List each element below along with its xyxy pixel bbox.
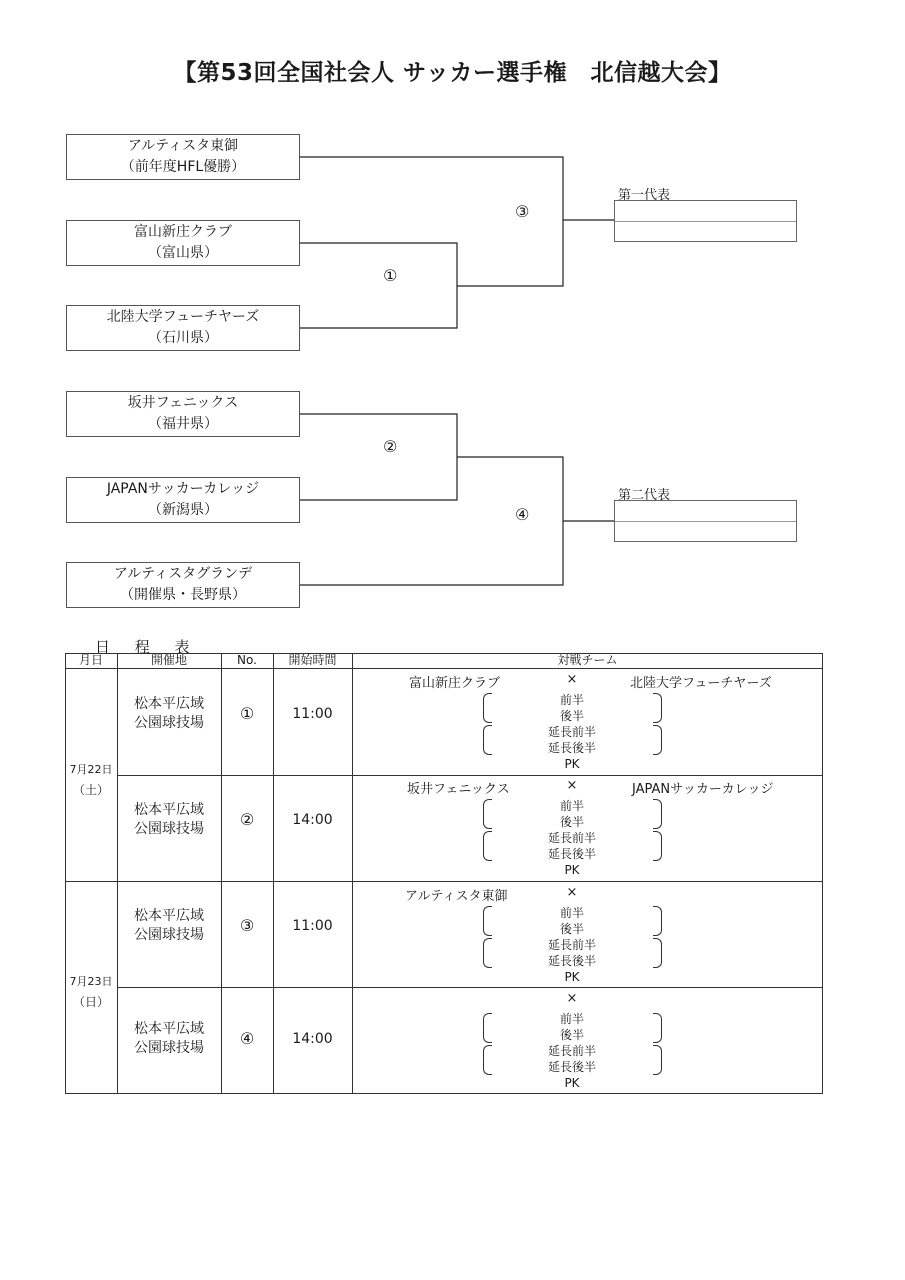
team-note: （富山県） [148, 245, 218, 261]
venue-line-1: 松本平広域 [134, 802, 204, 818]
row-divider [117, 775, 823, 776]
team-a: 富山新庄クラブ [409, 676, 501, 691]
score-bracket-right [653, 1013, 662, 1043]
period-first-half: 前半 [559, 799, 584, 813]
period-first-half: 前半 [559, 906, 584, 920]
table-border-right [822, 653, 823, 1094]
venue-line-2: 公園球技場 [134, 927, 204, 943]
start-time: 11:00 [292, 706, 333, 722]
team-a: アルティスタ東御 [405, 889, 508, 904]
score-bracket-left [483, 906, 492, 936]
period-extra-second: 延長後半 [547, 954, 596, 968]
period-second-half: 後半 [559, 709, 584, 723]
row-divider [117, 987, 823, 988]
col-divider [352, 653, 353, 1094]
score-bracket-right [653, 799, 662, 829]
team-note: （石川県） [148, 330, 218, 346]
venue-line-1: 松本平広域 [134, 696, 204, 712]
period-second-half: 後半 [559, 922, 584, 936]
period-first-half: 前半 [559, 693, 584, 707]
score-bracket-right [653, 1045, 662, 1075]
team-b: JAPANサッカーカレッジ [632, 782, 774, 797]
team-note: （新潟県） [148, 502, 218, 518]
schedule-label: 日 程 表 [95, 638, 200, 656]
bracket-line-match-3 [300, 157, 563, 286]
score-bracket-left [483, 938, 492, 968]
day-divider [65, 881, 823, 882]
day-1-weekday: （土） [72, 783, 109, 797]
day-1-date: 7月22日 [69, 763, 113, 776]
team-name: アルティスタグランデ [113, 566, 253, 582]
score-bracket-left [483, 799, 492, 829]
day-2-date: 7月23日 [69, 975, 113, 988]
table-border-left [65, 653, 66, 1094]
period-pk: PK [564, 863, 580, 877]
score-bracket-right [653, 831, 662, 861]
start-time: 14:00 [292, 812, 333, 828]
period-extra-second: 延長後半 [547, 847, 596, 861]
day-2-weekday: （日） [72, 995, 109, 1009]
header-venue: 開催地 [150, 653, 187, 667]
start-time: 14:00 [292, 1031, 333, 1047]
bracket-line-match-1 [300, 243, 457, 328]
vs-symbol: × [566, 672, 578, 687]
schedule-table [65, 653, 823, 1094]
first-representative-label: 第一代表 [618, 188, 671, 203]
team-name: JAPANサッカーカレッジ [106, 481, 260, 497]
period-first-half: 前半 [559, 1012, 584, 1026]
header-date: 月日 [78, 653, 103, 667]
team-a: 坂井フェニックス [407, 782, 510, 797]
period-second-half: 後半 [559, 815, 584, 829]
score-bracket-left [483, 1045, 492, 1075]
team-note: （福井県） [148, 416, 218, 432]
first-representative-box [614, 200, 797, 242]
bracket-match-number-2: ② [383, 437, 398, 456]
team-name: アルティスタ東御 [127, 138, 239, 154]
period-second-half: 後半 [559, 1028, 584, 1042]
period-pk: PK [564, 757, 580, 771]
score-bracket-right [653, 693, 662, 723]
header-no: No. [237, 653, 257, 667]
vs-symbol: × [566, 991, 578, 1006]
venue-line-1: 松本平広域 [134, 1021, 204, 1037]
bracket-match-number-1: ① [383, 266, 398, 285]
second-representative-box [614, 500, 797, 542]
match-number: ② [239, 810, 255, 829]
header-time: 開始時間 [288, 653, 337, 667]
venue-line-2: 公園球技場 [134, 715, 204, 731]
team-note: （開催県・長野県） [120, 587, 246, 603]
page-title: 【第53回全国社会人 サッカー選手権 北信越大会】 [173, 60, 732, 86]
team-name: 北陸大学フューチヤーズ [106, 309, 260, 325]
score-bracket-left [483, 725, 492, 755]
team-b: 北陸大学フューチヤーズ [630, 676, 772, 691]
period-pk: PK [564, 970, 580, 984]
vs-symbol: × [566, 778, 578, 793]
period-extra-first: 延長前半 [547, 725, 596, 739]
venue-line-2: 公園球技場 [134, 821, 204, 837]
period-extra-second: 延長後半 [547, 1060, 596, 1074]
team-name: 富山新庄クラブ [134, 224, 232, 240]
team-name: 坂井フェニックス [127, 395, 239, 411]
start-time: 11:00 [292, 918, 333, 934]
bracket-line-match-2 [300, 414, 457, 500]
match-number: ③ [239, 916, 255, 935]
score-bracket-left [483, 693, 492, 723]
score-bracket-right [653, 725, 662, 755]
period-extra-first: 延長前半 [547, 938, 596, 952]
table-border-bottom [65, 1093, 823, 1094]
period-pk: PK [564, 1076, 580, 1090]
score-bracket-right [653, 906, 662, 936]
venue-line-2: 公園球技場 [134, 1040, 204, 1056]
second-representative-label: 第二代表 [618, 488, 671, 503]
score-bracket-left [483, 831, 492, 861]
bracket-match-number-3: ③ [515, 202, 530, 221]
match-number: ④ [239, 1029, 255, 1048]
period-extra-second: 延長後半 [547, 741, 596, 755]
period-extra-first: 延長前半 [547, 1044, 596, 1058]
score-bracket-left [483, 1013, 492, 1043]
venue-line-1: 松本平広域 [134, 908, 204, 924]
team-note: （前年度HFL優勝） [120, 159, 246, 175]
bracket-match-number-4: ④ [515, 505, 530, 524]
score-bracket-right [653, 938, 662, 968]
vs-symbol: × [566, 885, 578, 900]
header-match: 対戦チーム [557, 653, 618, 667]
match-number: ① [239, 704, 255, 723]
period-extra-first: 延長前半 [547, 831, 596, 845]
